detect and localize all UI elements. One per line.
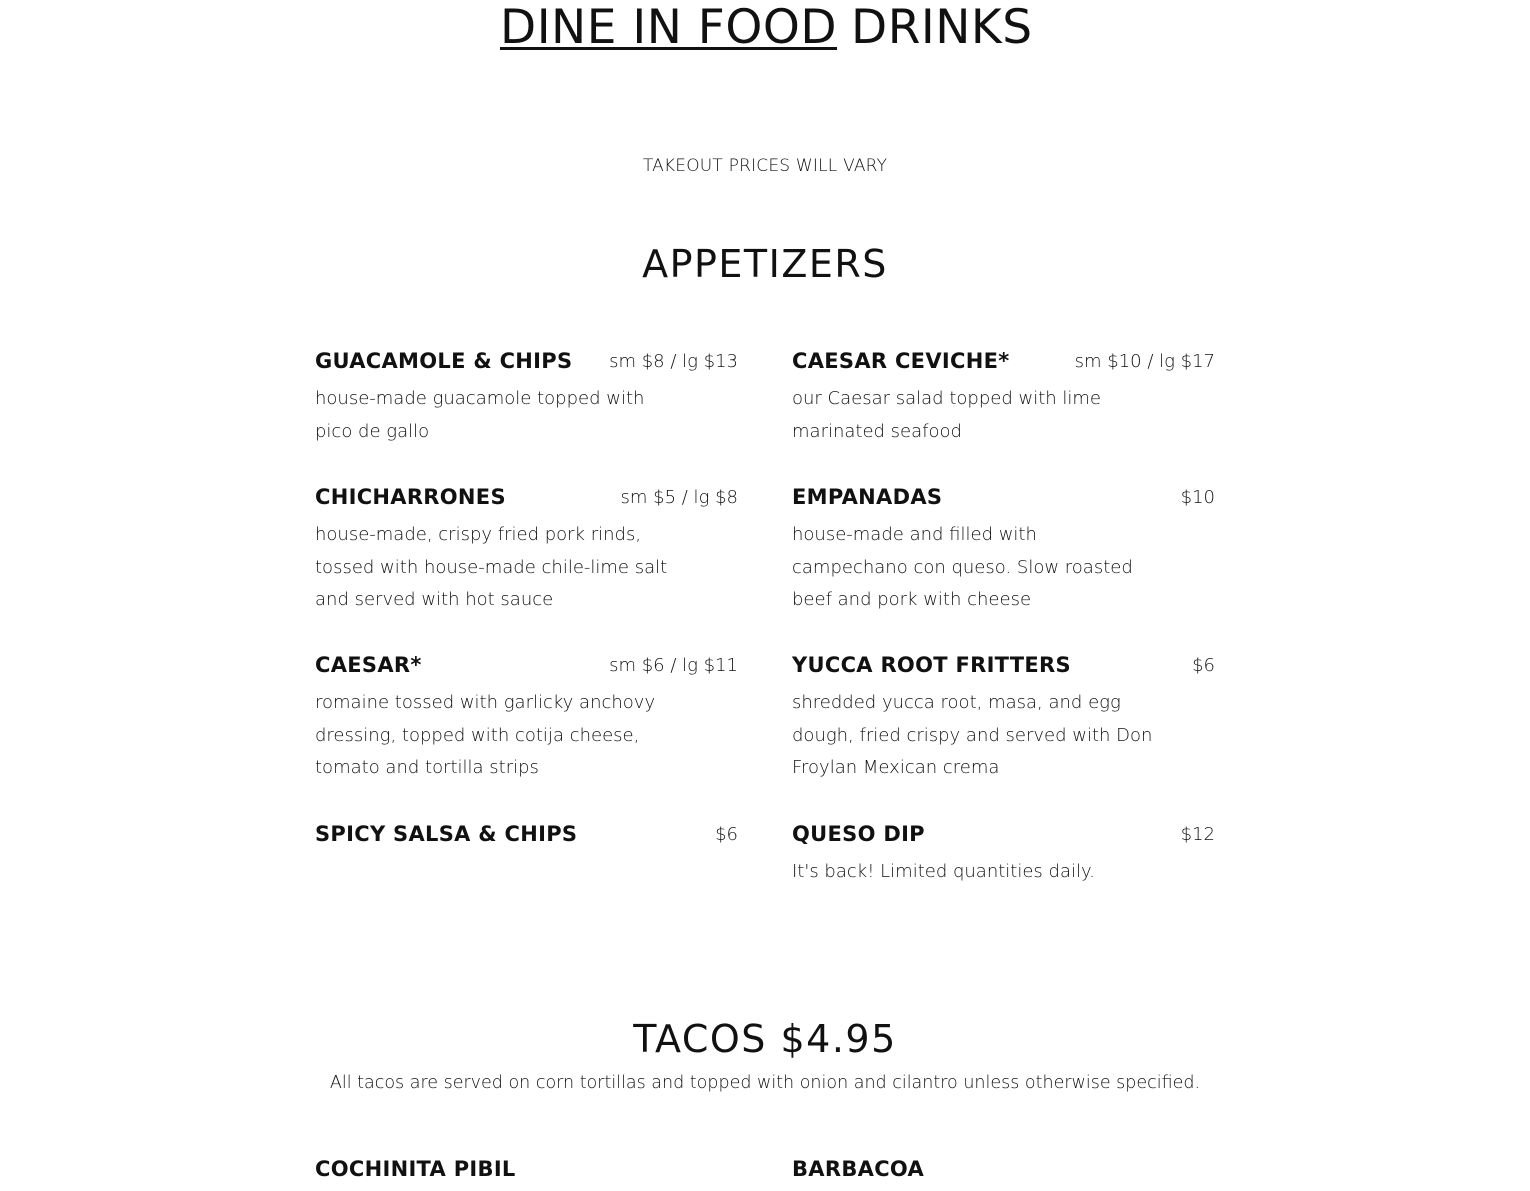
nav-dine-in-food-link[interactable]: DINE IN FOOD	[500, 0, 838, 55]
item-name: BARBACOA	[792, 1157, 925, 1181]
item-description: romaine tossed with garlicky anchovy dressing, topped with cotija cheese, tomato and tortilla strips	[315, 692, 656, 778]
item-price: sm $6 / lg $11	[609, 655, 738, 676]
menu-nav	[0, 0, 1530, 60]
item-name: QUESO DIP	[792, 822, 925, 846]
item-price: sm $10 / lg $17	[1074, 351, 1215, 372]
item-description: house-made, crispy fried pork rinds, tossed with house-made chile-lime salt and served with hot sauce	[315, 524, 668, 610]
menu-item-guacamole-chips	[315, 349, 738, 448]
menu-item-chicharrones	[315, 485, 738, 617]
tacos-heading: TACOS $4.95	[633, 1017, 897, 1061]
item-name: EMPANADAS	[792, 485, 943, 509]
menu-item-cochinita-pibil	[315, 1157, 738, 1185]
item-price: sm $5 / lg $8	[620, 487, 738, 508]
item-name: CAESAR*	[315, 653, 422, 677]
nav-drinks-link[interactable]: DRINKS	[851, 0, 1033, 55]
item-description: house-made guacamole topped with pico de gallo	[315, 388, 645, 442]
item-price: $10	[1180, 487, 1215, 508]
appetizers-heading: APPETIZERS	[642, 242, 888, 286]
item-name: CHICHARRONES	[315, 485, 506, 509]
menu-item-caesar	[315, 653, 738, 785]
item-price: $6	[715, 824, 738, 845]
menu-item-spicy-salsa-chips	[315, 822, 738, 850]
item-name: YUCCA ROOT FRITTERS	[792, 653, 1071, 677]
item-price: $12	[1180, 824, 1215, 845]
menu-item-barbacoa	[792, 1157, 1215, 1185]
item-name: COCHINITA PIBIL	[315, 1157, 516, 1181]
item-name: CAESAR CEVICHE*	[792, 349, 1010, 373]
item-description: shredded yucca root, masa, and egg dough, fried crispy and served with Don Froylan Mexican crema	[792, 692, 1153, 778]
menu-item-queso-dip	[792, 822, 1215, 889]
item-name: SPICY SALSA & CHIPS	[315, 822, 578, 846]
item-name: GUACAMOLE & CHIPS	[315, 349, 573, 373]
takeout-notice: TAKEOUT PRICES WILL VARY	[642, 156, 888, 176]
tacos-subtitle: All tacos are served on corn tortillas and topped with onion and cilantro unless otherwise specified.	[329, 1073, 1201, 1093]
item-description: house-made and filled with campechano con queso. Slow roasted beef and pork with cheese	[792, 524, 1133, 610]
menu-item-empanadas	[792, 485, 1215, 617]
menu-item-caesar-ceviche	[792, 349, 1215, 448]
item-description: our Caesar salad topped with lime marinated seafood	[792, 388, 1101, 442]
menu-item-yucca-root-fritters	[792, 653, 1215, 785]
item-price: $6	[1192, 655, 1215, 676]
item-price: sm $8 / lg $13	[609, 351, 738, 372]
item-description: It's back! Limited quantities daily.	[792, 861, 1095, 882]
